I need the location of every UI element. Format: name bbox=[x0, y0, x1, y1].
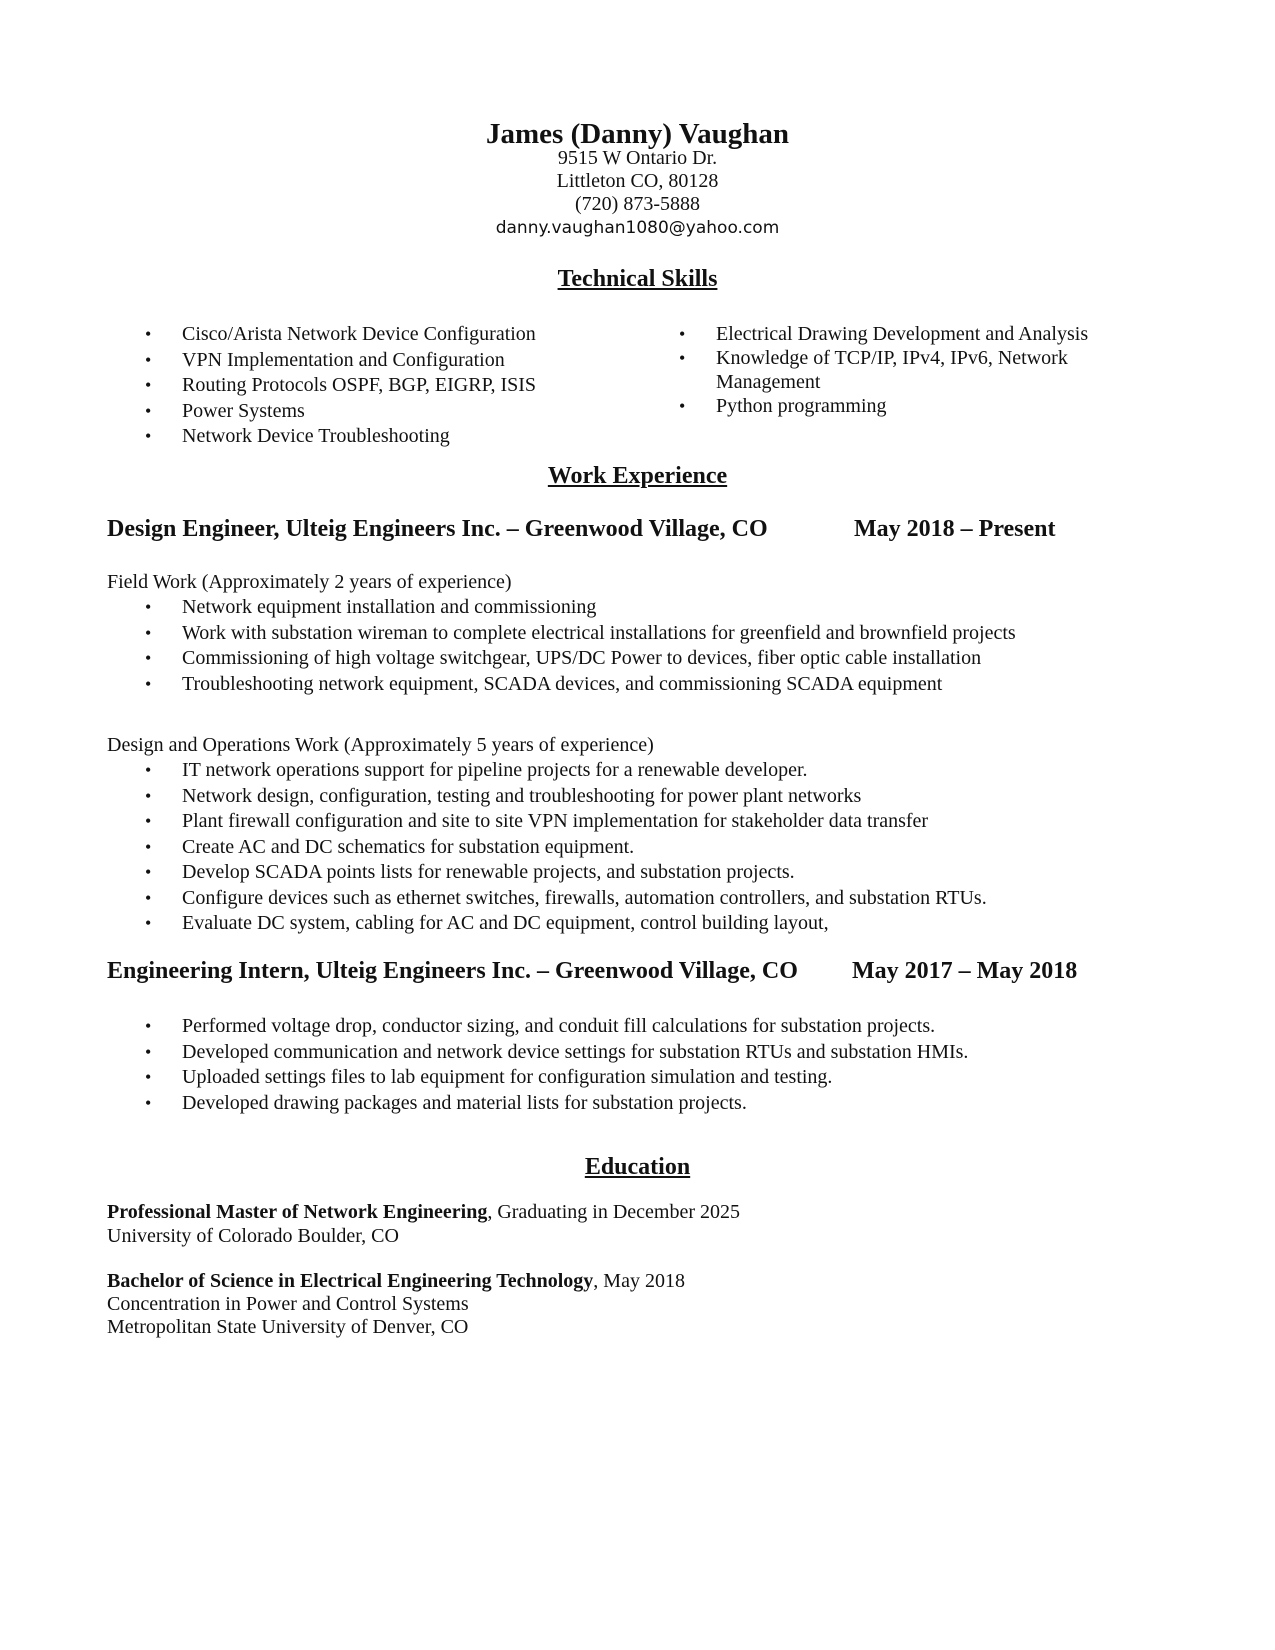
skills-list-left bbox=[107, 322, 536, 450]
list-item: • Cisco/Arista Network Device Configuration bbox=[107, 322, 536, 348]
list-item: • Knowledge of TCP/IP, IPv4, IPv6, Network Management bbox=[641, 346, 1096, 394]
job-title-design-engineer: Design Engineer, Ulteig Engineers Inc. – Greenwood Village, CO bbox=[107, 516, 768, 542]
degree-masters bbox=[107, 1200, 740, 1224]
list-item: • Routing Protocols OSPF, BGP, EIGRP, ISIS bbox=[107, 373, 536, 399]
list-item: • Power Systems bbox=[107, 399, 536, 425]
address-line-1: 9515 W Ontario Dr. bbox=[557, 147, 718, 169]
address-line-2: Littleton CO, 80128 bbox=[556, 170, 719, 192]
work-experience-heading: Work Experience bbox=[547, 463, 728, 489]
field-work-list bbox=[107, 595, 1016, 697]
concentration-bachelors: Concentration in Power and Control Systems bbox=[107, 1293, 469, 1315]
design-work-heading: Design and Operations Work (Approximately 5 years of experience) bbox=[107, 734, 654, 756]
list-item: • Configure devices such as ethernet switches, firewalls, automation controllers, and substation RTUs. bbox=[107, 886, 987, 912]
list-item: • Develop SCADA points lists for renewable projects, and substation projects. bbox=[107, 860, 987, 886]
education-heading: Education bbox=[584, 1154, 691, 1180]
degree-bachelors bbox=[107, 1269, 685, 1293]
list-item: • Performed voltage drop, conductor sizing, and conduit fill calculations for substation projects. bbox=[107, 1014, 968, 1040]
list-item: • Electrical Drawing Development and Analysis bbox=[641, 322, 1096, 346]
phone-number: (720) 873-5888 bbox=[575, 193, 700, 215]
list-item: • Create AC and DC schematics for substation equipment. bbox=[107, 835, 987, 861]
list-item: • Evaluate DC system, cabling for AC and DC equipment, control building layout, bbox=[107, 911, 987, 937]
degree-masters-title: Professional Master of Network Engineering bbox=[107, 1201, 488, 1223]
list-item: • IT network operations support for pipeline projects for a renewable developer. bbox=[107, 758, 987, 784]
school-masters: University of Colorado Boulder, CO bbox=[107, 1225, 399, 1247]
list-item: • Network equipment installation and commissioning bbox=[107, 595, 1016, 621]
list-item: • Network design, configuration, testing and troubleshooting for power plant networks bbox=[107, 784, 987, 810]
field-work-heading: Field Work (Approximately 2 years of experience) bbox=[107, 571, 512, 593]
list-item: • Commissioning of high voltage switchgear, UPS/DC Power to devices, fiber optic cable installation bbox=[107, 646, 1016, 672]
job-dates-design-engineer: May 2018 – Present bbox=[854, 516, 1056, 542]
list-item: • Troubleshooting network equipment, SCADA devices, and commissioning SCADA equipment bbox=[107, 672, 1016, 698]
job-title-engineering-intern: Engineering Intern, Ulteig Engineers Inc. – Greenwood Village, CO bbox=[107, 958, 798, 984]
skills-list-right bbox=[641, 322, 1096, 418]
list-item: • Uploaded settings files to lab equipment for configuration simulation and testing. bbox=[107, 1065, 968, 1091]
list-item: • Developed drawing packages and material lists for substation projects. bbox=[107, 1091, 968, 1117]
list-item: • Network Device Troubleshooting bbox=[107, 424, 536, 450]
email-address: danny.vaughan1080@yahoo.com bbox=[495, 218, 780, 238]
technical-skills-heading: Technical Skills bbox=[557, 266, 718, 292]
intern-duties-list bbox=[107, 1014, 968, 1116]
degree-bachelors-date: , May 2018 bbox=[593, 1270, 685, 1292]
list-item: • VPN Implementation and Configuration bbox=[107, 348, 536, 374]
list-item: • Developed communication and network device settings for substation RTUs and substation HMIs. bbox=[107, 1040, 968, 1066]
list-item: • Plant firewall configuration and site to site VPN implementation for stakeholder data transfer bbox=[107, 809, 987, 835]
school-bachelors: Metropolitan State University of Denver, CO bbox=[107, 1316, 469, 1338]
degree-bachelors-title: Bachelor of Science in Electrical Engineering Technology bbox=[107, 1270, 594, 1292]
list-item: • Work with substation wireman to complete electrical installations for greenfield and brownfield projects bbox=[107, 621, 1016, 647]
degree-masters-date: , Graduating in December 2025 bbox=[487, 1201, 741, 1223]
job-dates-engineering-intern: May 2017 – May 2018 bbox=[852, 958, 1078, 984]
list-item: • Python programming bbox=[641, 394, 1096, 418]
candidate-name: James (Danny) Vaughan bbox=[486, 118, 789, 150]
design-work-list bbox=[107, 758, 987, 937]
